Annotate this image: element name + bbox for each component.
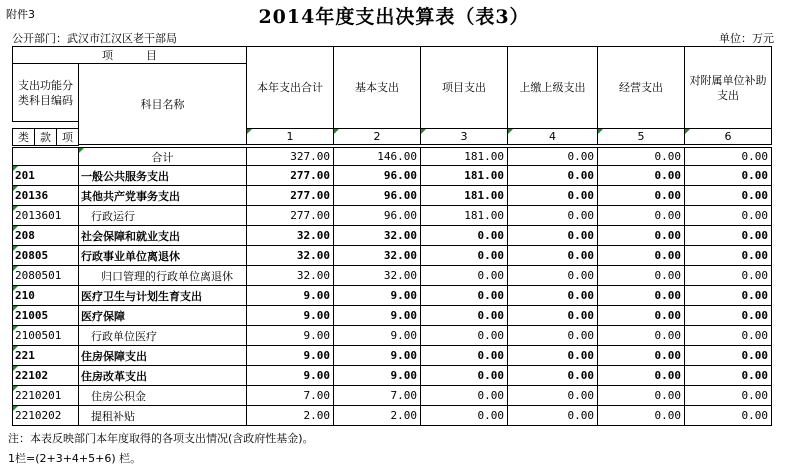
value-cell: 2.00 <box>247 406 334 426</box>
value-cell: 9.00 <box>334 326 421 346</box>
page-title: 2014年度支出决算表（表3） <box>258 6 530 28</box>
col-number: 6 <box>685 129 772 145</box>
value-cell: 0.00 <box>685 326 772 346</box>
row-code: 2210201 <box>13 386 79 406</box>
value-cell: 0.00 <box>598 266 685 286</box>
col-number: 2 <box>334 129 421 145</box>
value-cell: 0.00 <box>598 346 685 366</box>
value-cell: 0.00 <box>685 266 772 286</box>
value-cell: 277.00 <box>247 186 334 206</box>
value-cell: 32.00 <box>247 266 334 286</box>
value-cell: 181.00 <box>421 206 508 226</box>
col-header-project: 项目支出 <box>421 47 508 129</box>
row-name: 一般公共服务支出 <box>79 166 247 186</box>
value-cell: 0.00 <box>508 206 598 226</box>
row-name: 行政单位医疗 <box>79 326 247 346</box>
value-cell: 9.00 <box>247 286 334 306</box>
footnote: 1栏=(2+3+4+5+6) 栏。 <box>8 452 142 465</box>
value-cell: 0.00 <box>685 306 772 326</box>
row-name: 社会保障和就业支出 <box>79 226 247 246</box>
value-cell: 0.00 <box>685 366 772 386</box>
item-group-header: 项 目 <box>13 47 247 64</box>
value-cell: 277.00 <box>247 206 334 226</box>
row-name: 行政事业单位离退休 <box>79 246 247 266</box>
value-cell: 0.00 <box>508 186 598 206</box>
value-cell: 0.00 <box>421 366 508 386</box>
row-code: 20805 <box>13 246 79 266</box>
row-code: 2013601 <box>13 206 79 226</box>
col-header-operating: 经营支出 <box>598 47 685 129</box>
value-cell: 0.00 <box>508 346 598 366</box>
value-cell: 0.00 <box>685 148 772 166</box>
value-cell: 96.00 <box>334 186 421 206</box>
value-cell: 0.00 <box>508 166 598 186</box>
value-cell: 9.00 <box>334 286 421 306</box>
row-code: 2210202 <box>13 406 79 426</box>
value-cell: 0.00 <box>508 306 598 326</box>
col-header-remit: 上缴上级支出 <box>508 47 598 129</box>
value-cell: 0.00 <box>598 326 685 346</box>
name-col-header: 科目名称 <box>79 64 247 145</box>
value-cell: 0.00 <box>685 406 772 426</box>
value-cell: 0.00 <box>598 166 685 186</box>
value-cell: 0.00 <box>508 326 598 346</box>
row-name-total: 合计 <box>79 148 247 166</box>
row-code: 201 <box>13 166 79 186</box>
value-cell: 0.00 <box>508 246 598 266</box>
value-cell: 0.00 <box>598 406 685 426</box>
value-cell: 32.00 <box>334 266 421 286</box>
col-header-basic: 基本支出 <box>334 47 421 129</box>
value-cell: 0.00 <box>598 286 685 306</box>
row-name: 住房改革支出 <box>79 366 247 386</box>
value-cell: 0.00 <box>508 266 598 286</box>
value-cell: 0.00 <box>598 148 685 166</box>
value-cell: 0.00 <box>421 406 508 426</box>
value-cell: 7.00 <box>334 386 421 406</box>
lei-header: 类 <box>13 129 35 146</box>
value-cell: 146.00 <box>334 148 421 166</box>
value-cell: 0.00 <box>598 306 685 326</box>
col-number: 3 <box>421 129 508 145</box>
value-cell: 0.00 <box>421 306 508 326</box>
value-cell: 0.00 <box>508 386 598 406</box>
row-code: 208 <box>13 226 79 246</box>
value-cell: 96.00 <box>334 206 421 226</box>
value-cell: 9.00 <box>247 346 334 366</box>
value-cell: 0.00 <box>598 366 685 386</box>
row-name: 提租补贴 <box>79 406 247 426</box>
row-code: 2080501 <box>13 266 79 286</box>
value-cell: 9.00 <box>334 346 421 366</box>
value-cell: 0.00 <box>508 226 598 246</box>
row-code: 2100501 <box>13 326 79 346</box>
xiang-header: 项 <box>57 129 79 146</box>
value-cell: 9.00 <box>334 366 421 386</box>
unit-label: 单位：万元 <box>719 32 774 45</box>
value-cell: 0.00 <box>598 226 685 246</box>
value-cell: 0.00 <box>421 226 508 246</box>
annex-label: 附件3 <box>6 8 35 21</box>
value-cell: 7.00 <box>247 386 334 406</box>
value-cell: 0.00 <box>508 366 598 386</box>
row-name: 医疗保障 <box>79 306 247 326</box>
value-cell: 0.00 <box>598 246 685 266</box>
value-cell: 0.00 <box>421 386 508 406</box>
value-cell: 0.00 <box>685 286 772 306</box>
footnote: 注：本表反映部门本年度取得的各项支出情况(含政府性基金)。 <box>8 432 314 445</box>
col-number: 4 <box>508 129 598 145</box>
row-code: 22102 <box>13 366 79 386</box>
expenditure-rows <box>12 147 772 426</box>
row-name: 其他共产党事务支出 <box>79 186 247 206</box>
value-cell: 181.00 <box>421 148 508 166</box>
row-code: 221 <box>13 346 79 366</box>
value-cell: 9.00 <box>247 306 334 326</box>
row-name: 医疗卫生与计划生育支出 <box>79 286 247 306</box>
row-code: 21005 <box>13 306 79 326</box>
row-code: 20136 <box>13 186 79 206</box>
value-cell: 96.00 <box>334 166 421 186</box>
value-cell: 32.00 <box>247 246 334 266</box>
value-cell: 277.00 <box>247 166 334 186</box>
value-cell: 0.00 <box>421 326 508 346</box>
value-cell: 32.00 <box>247 226 334 246</box>
value-cell: 0.00 <box>685 386 772 406</box>
value-cell: 0.00 <box>508 286 598 306</box>
col-number: 1 <box>247 129 334 145</box>
value-cell: 0.00 <box>598 386 685 406</box>
value-cell: 327.00 <box>247 148 334 166</box>
value-cell: 0.00 <box>421 346 508 366</box>
value-cell: 0.00 <box>685 226 772 246</box>
department-label: 公开部门：武汉市江汉区老干部局 <box>12 32 177 45</box>
value-cell: 181.00 <box>421 166 508 186</box>
value-cell: 9.00 <box>334 306 421 326</box>
value-cell: 9.00 <box>247 326 334 346</box>
value-cell: 0.00 <box>685 346 772 366</box>
value-cell: 32.00 <box>334 226 421 246</box>
row-name: 行政运行 <box>79 206 247 226</box>
col-number: 5 <box>598 129 685 145</box>
expenditure-table <box>12 46 772 146</box>
row-name: 住房公积金 <box>79 386 247 406</box>
col-header-total: 本年支出合计 <box>247 47 334 129</box>
col-header-subsidy: 对附属单位补助支出 <box>685 47 772 129</box>
value-cell: 0.00 <box>685 186 772 206</box>
row-code: 210 <box>13 286 79 306</box>
row-name: 住房保障支出 <box>79 346 247 366</box>
value-cell: 32.00 <box>334 246 421 266</box>
value-cell: 9.00 <box>247 366 334 386</box>
value-cell: 0.00 <box>685 206 772 226</box>
value-cell: 0.00 <box>685 246 772 266</box>
row-name: 归口管理的行政单位离退休 <box>79 266 247 286</box>
row-code <box>13 148 79 166</box>
value-cell: 2.00 <box>334 406 421 426</box>
value-cell: 0.00 <box>508 148 598 166</box>
kuan-header: 款 <box>35 129 57 146</box>
value-cell: 0.00 <box>421 246 508 266</box>
code-col-header: 支出功能分类科目编码 <box>13 64 79 122</box>
value-cell: 0.00 <box>598 186 685 206</box>
value-cell: 0.00 <box>421 266 508 286</box>
value-cell: 0.00 <box>598 206 685 226</box>
value-cell: 0.00 <box>685 166 772 186</box>
value-cell: 0.00 <box>508 406 598 426</box>
value-cell: 181.00 <box>421 186 508 206</box>
value-cell: 0.00 <box>421 286 508 306</box>
